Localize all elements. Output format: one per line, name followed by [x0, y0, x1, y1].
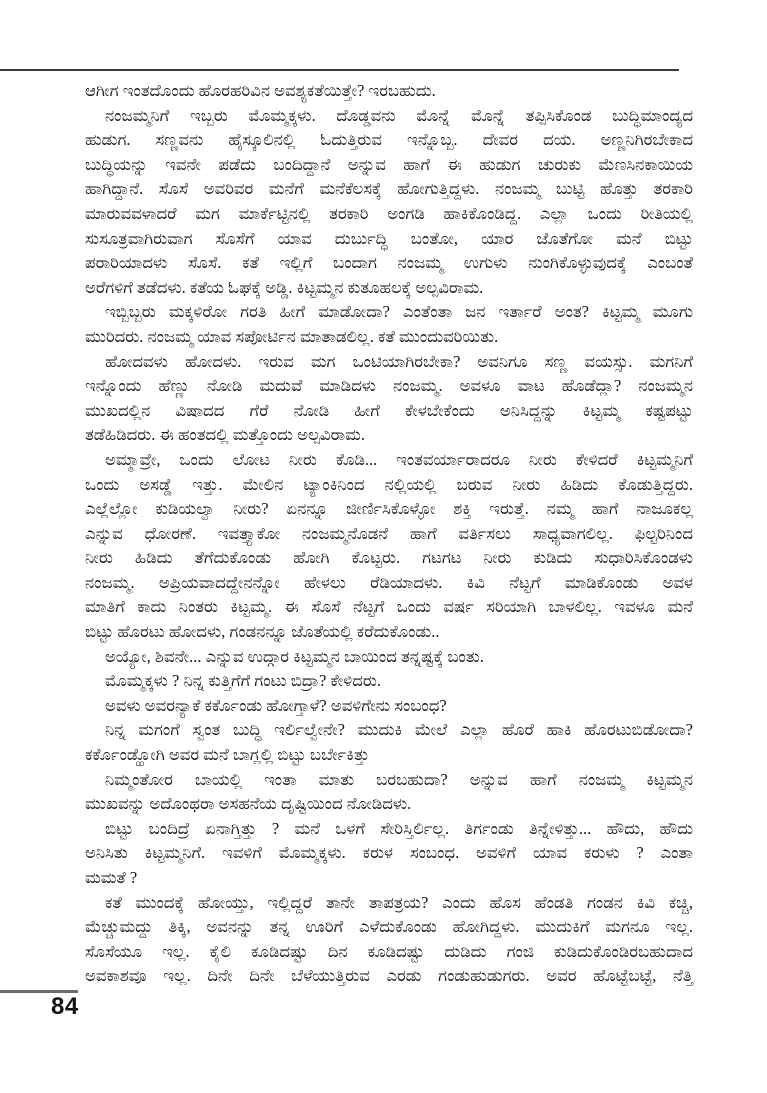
text-line: ಹುಡುಗ. ಸಣ್ಣವನು ಹೈಸ್ಕೂಲಿನಲ್ಲಿ ಓದುತ್ತಿರುವ ಇನ್ನೊಬ್ಬ. ದೇವರ ದಯ. ಅಣ್ಣನಿಗಿರಬೇಕಾದ	[85, 130, 693, 150]
text-line: ಮುಖವನ್ನು ಅದೊಂಥರಾ ಅಸಹನೆಯ ದೃಷ್ಟಿಯಿಂದ ನೋಡಿದಳು.	[85, 794, 412, 814]
text-line: ನೀರು ಹಿಡಿದು ತೆಗೆದುಕೊಂಡು ಹೋಗಿ ಕೊಟ್ಟರು. ಗಟಗಟ ನೀರು ಕುಡಿದು ಸುಧಾರಿಸಿಕೊಂಡಳು	[85, 548, 693, 568]
text-line: ಅಯ್ಯೋ, ಶಿವನೇ... ಎನ್ನುವ ಉದ್ಗಾರ ಕಿಟ್ಟಮ್ಮನ ಬಾಯಿಂದ ತನ್ನಷ್ಟಕ್ಕೆ ಬಂತು.	[105, 646, 484, 666]
text-line: ಹೋದವಳು ಹೋದಳು. ಇರುವ ಮಗ ಒಂಟಿಯಾಗಿರಬೇಕಾ? ಅವನಿಗೂ ಸಣ್ಣ ವಯಸ್ಸು. ಮಗನಿಗೆ	[105, 351, 693, 371]
text-line: ಅವಳು ಅವರನ್ಯಾಕೆ ಕರ್ಕೊಂಡು ಹೋಗ್ತಾಳೆ? ಅವಳಿಗೇನು ಸಂಬಂಧ?	[105, 695, 447, 715]
text-line: ಮೊಮ್ಮಕ್ಕಳು ? ನಿನ್ನ ಕುತ್ತಿಗೆಗೆ ಗಂಟು ಬಿದ್ರಾ? ಕೇಳಿದರು.	[105, 671, 382, 691]
text-line: ಸುಸೂತ್ರವಾಗಿರುವಾಗ ಸೊಸೆಗೆ ಯಾವ ದುರ್ಬುದ್ಧಿ ಬಂತೋ, ಯಾರ ಜೊತೆಗೋ ಮನೆ ಬಿಟ್ಟು	[85, 228, 693, 248]
text-line: ನಂಜಮ್ಮನಿಗೆ ಇಬ್ಬರು ಮೊಮ್ಮಕ್ಕಳು. ದೊಡ್ಡವನು ಮೊನ್ನೆ ಮೊನ್ನೆ ತಪ್ಪಿಸಿಕೊಂಡ ಬುದ್ಧಿಮಾಂದ್ಯದ	[105, 105, 693, 125]
text-line: ನಿಮ್ಮಂತೋರ ಬಾಯಲ್ಲಿ ಇಂತಾ ಮಾತು ಬರಬಹುದಾ? ಅನ್ನುವ ಹಾಗೆ ನಂಜಮ್ಮ ಕಿಟ್ಟಮ್ಮನ	[105, 769, 693, 789]
body-text	[85, 79, 693, 989]
text-line: ಬಿಟ್ಟು ಬಂದಿದ್ರೆ ಏನಾಗ್ತಿತ್ತು ? ಮನೆ ಒಳಗೆ ಸೇರಿಸ್ತಿರ್ಲಿಲ್ಲ. ತಿರ್ಗಂಡು ತಿನ್ನೇಳಿತ್ತು... ಹೌದು, ಹೌದು	[105, 818, 693, 838]
text-line: ಮಮತೆ ?	[85, 868, 138, 887]
text-line: ಎಲ್ಲೆಲ್ಲೋ ಕುಡಿಯಲ್ವಾ ನೀರು? ಏನನ್ನೂ ಜೀರ್ಣಿಸಿಕೊಳ್ಳೋ ಶಕ್ತಿ ಇರುತ್ತೆ. ನಮ್ಮ ಹಾಗೆ ನಾಜೂಕಲ್ಲ	[85, 499, 693, 519]
text-line: ಮಾತಿಗೆ ಕಾದು ನಿಂತರು ಕಿಟ್ಟಮ್ಮ. ಈ ಸೊಸೆ ನೆಟ್ಟಗೆ ಒಂದು ವರ್ಷ ಸರಿಯಾಗಿ ಬಾಳಲಿಲ್ಲ. ಇವಳೂ ಮನೆ	[85, 597, 693, 617]
text-line: ಅರೆಗಳಿಗೆ ತಡೆದಳು. ಕತೆಯ ಓಘಕ್ಕೆ ಅಡ್ಡಿ. ಕಿಟ್ಟಮ್ಮನ ಕುತೂಹಲಕ್ಕೆ ಅಲ್ಪವಿರಾಮ.	[85, 277, 484, 297]
text-line: ಬುದ್ಧಿಯನ್ನು ಇವನೇ ಪಡೆದು ಬಂದಿದ್ದಾನೆ ಅನ್ನುವ ಹಾಗೆ ಈ ಹುಡುಗ ಚುರುಕು ಮೆಣಸಿನಕಾಯಿಯ	[85, 154, 693, 174]
text-line: ಆಗೀಗ ಇಂತದೊಂದು ಹೊರಹರಿವಿನ ಅವಶ್ಯಕತೆಯಿತ್ತೇ? ಇರಬಹುದು.	[85, 81, 436, 100]
page-number: 84	[51, 993, 79, 1020]
text-line: ಮುರಿದರು. ನಂಜಮ್ಮ ಯಾವ ಸಪೋರ್ಟಿನ ಮಾತಾಡಲಿಲ್ಲ. ಕತೆ ಮುಂದುವರಿಯಿತು.	[85, 326, 499, 346]
text-line: ನಂಜಮ್ಮ. ಅಪ್ರಿಯವಾದದ್ದೇನನ್ನೋ ಹೇಳಲು ರೆಡಿಯಾದಳು. ಕಿವಿ ನೆಟ್ಟಗೆ ಮಾಡಿಕೊಂಡು ಅವಳ	[85, 572, 693, 592]
text-line: ಅಮ್ಮಾವ್ರೇ, ಒಂದು ಲೋಟ ನೀರು ಕೊಡಿ... ಇಂತವರ್ಯಾರಾದರೂ ನೀರು ಕೇಳಿದರೆ ಕಿಟ್ಟಮ್ಮನಿಗೆ	[105, 449, 693, 469]
text-line: ಸೊಸೆಯೂ ಇಲ್ಲ. ಕೈಲಿ ಕೂಡಿದಷ್ಟು ದಿನ ಕೂಡಿದಷ್ಟು ದುಡಿದು ಗಂಜಿ ಕುಡಿದುಕೊಂಡಿರಬಹುದಾದ	[85, 941, 693, 961]
text-line: ಮಾರುವವಳಾದರೆ ಮಗ ಮಾರ್ಕೆಟ್ಟಿನಲ್ಲಿ ತರಕಾರಿ ಅಂಗಡಿ ಹಾಕಿಕೊಂಡಿದ್ದ. ಎಲ್ಲಾ ಒಂದು ರೀತಿಯಲ್ಲಿ	[85, 203, 693, 223]
text-line: ಪರಾರಿಯಾದಳು ಸೊಸೆ. ಕತೆ ಇಲ್ಲಿಗೆ ಬಂದಾಗ ನಂಜಮ್ಮ ಉಗುಳು ನುಂಗಿಕೊಳ್ಳುವುದಕ್ಕೆ ಎಂಬಂತೆ	[85, 253, 693, 273]
text-line: ಇನ್ನೊಂದು ಹೆಣ್ಣು ನೋಡಿ ಮದುವೆ ಮಾಡಿದಳು ನಂಜಮ್ಮ. ಅವಳೂ ವಾಟ ಹೊಡೆದ್ಲಾ? ನಂಜಮ್ಮನ	[85, 376, 693, 396]
text-line: ಇಬ್ಬಿಬ್ಬರು ಮಕ್ಕಳಿರೋ ಗರತಿ ಹೀಗೆ ಮಾಡೋದಾ? ಎಂತೆಂತಾ ಜನ ಇರ್ತಾರೆ ಅಂತ? ಕಿಟ್ಟಮ್ಮ ಮೂಗು	[105, 302, 693, 322]
text-line: ಕರ್ಕೊಂಡ್ಹೋಗಿ ಅವರ ಮನೆ ಬಾಗ್ಲಲ್ಲಿ ಬಿಟ್ಟು ಬರ್ಬೇಕಿತ್ತು	[85, 745, 370, 765]
text-line: ಮೆಚ್ಚುಮದ್ದು ತಿಕ್ಕಿ, ಅವನನ್ನು ತನ್ನ ಊರಿಗೆ ಎಳೆದುಕೊಂಡು ಹೋಗಿದ್ದಳು. ಮುದುಕಿಗೆ ಮಗನೂ ಇಲ್ಲ.	[85, 917, 693, 937]
text-line: ಬಿಟ್ಟು ಹೊರಟು ಹೋದಳು, ಗಂಡನನ್ನೂ ಜೊತೆಯಲ್ಲಿ ಕರೆದುಕೊಂಡು..	[85, 622, 440, 642]
text-line: ಅವಕಾಶವೂ ಇಲ್ಲ. ದಿನೇ ದಿನೇ ಬೆಳೆಯುತ್ತಿರುವ ಎರಡು ಗಂಡುಹುಡುಗರು. ಅವರ ಹೊಟ್ಟೆಬಟ್ಟೆ, ನೆತ್ತಿ	[85, 966, 693, 986]
text-line: ನಿನ್ನ ಮಗಂಗೆ ಸ್ವಂತ ಬುದ್ಧಿ ಇರ್ಲಿಲ್ವೇನೇ? ಮುದುಕಿ ಮೇಲೆ ಎಲ್ಲಾ ಹೊರೆ ಹಾಕಿ ಹೊರಟುಬಿಡೋದಾ?	[105, 720, 693, 740]
header-rule	[0, 69, 679, 71]
text-line: ಎನ್ನುವ ಧೋರಣೆ. ಇವತ್ತ್ಯಾಕೋ ನಂಜಮ್ಮನೊಡನೆ ಹಾಗೆ ವರ್ತಿಸಲು ಸಾಧ್ಯವಾಗಲಿಲ್ಲ. ಫಿಲ್ಟರಿನಿಂದ	[85, 523, 693, 543]
text-line: ಮುಖದಲ್ಲಿನ ವಿಷಾದದ ಗೆರೆ ನೋಡಿ ಹೀಗೆ ಕೇಳಬೇಕೆಂದು ಅನಿಸಿದ್ದನ್ನು ಕಿಟ್ಟಮ್ಮ ಕಷ್ಟಪಟ್ಟು	[85, 400, 693, 420]
text-line: ಅನಿಸಿತು ಕಿಟ್ಟಮ್ಮನಿಗೆ. ಇವಳಿಗೆ ಮೊಮ್ಮಕ್ಕಳು. ಕರುಳ ಸಂಬಂಧ. ಅವಳಿಗೆ ಯಾವ ಕರುಳು ? ಎಂತಾ	[85, 843, 693, 863]
text-line: ಒಂದು ಅಸಡ್ಡೆ ಇತ್ತು. ಮೇಲಿನ ಟ್ಯಾಂಕಿನಿಂದ ನಲ್ಲಿಯಲ್ಲಿ ಬರುವ ನೀರು ಹಿಡಿದು ಕೊಡುತ್ತಿದ್ದರು.	[85, 474, 693, 494]
text-line: ಹಾಗಿದ್ದಾನೆ. ಸೊಸೆ ಅವರಿವರ ಮನೆಗೆ ಮನೆಕೆಲಸಕ್ಕೆ ಹೋಗುತ್ತಿದ್ದಳು. ನಂಜಮ್ಮ ಬುಟ್ಟಿ ಹೊತ್ತು ತರಕಾರಿ	[85, 179, 693, 199]
text-line: ತಡೆಹಿಡಿದರು. ಈ ಹಂತದಲ್ಲಿ ಮತ್ತೊಂದು ಅಲ್ಪವಿರಾಮ.	[85, 425, 365, 445]
text-line: ಕತೆ ಮುಂದಕ್ಕೆ ಹೋಯ್ತು, ಇಲ್ಲಿದ್ದರೆ ತಾನೇ ತಾಪತ್ರಯ? ಎಂದು ಹೊಸ ಹೆಂಡತಿ ಗಂಡನ ಕಿವಿ ಕಚ್ಚಿ,	[105, 892, 693, 912]
